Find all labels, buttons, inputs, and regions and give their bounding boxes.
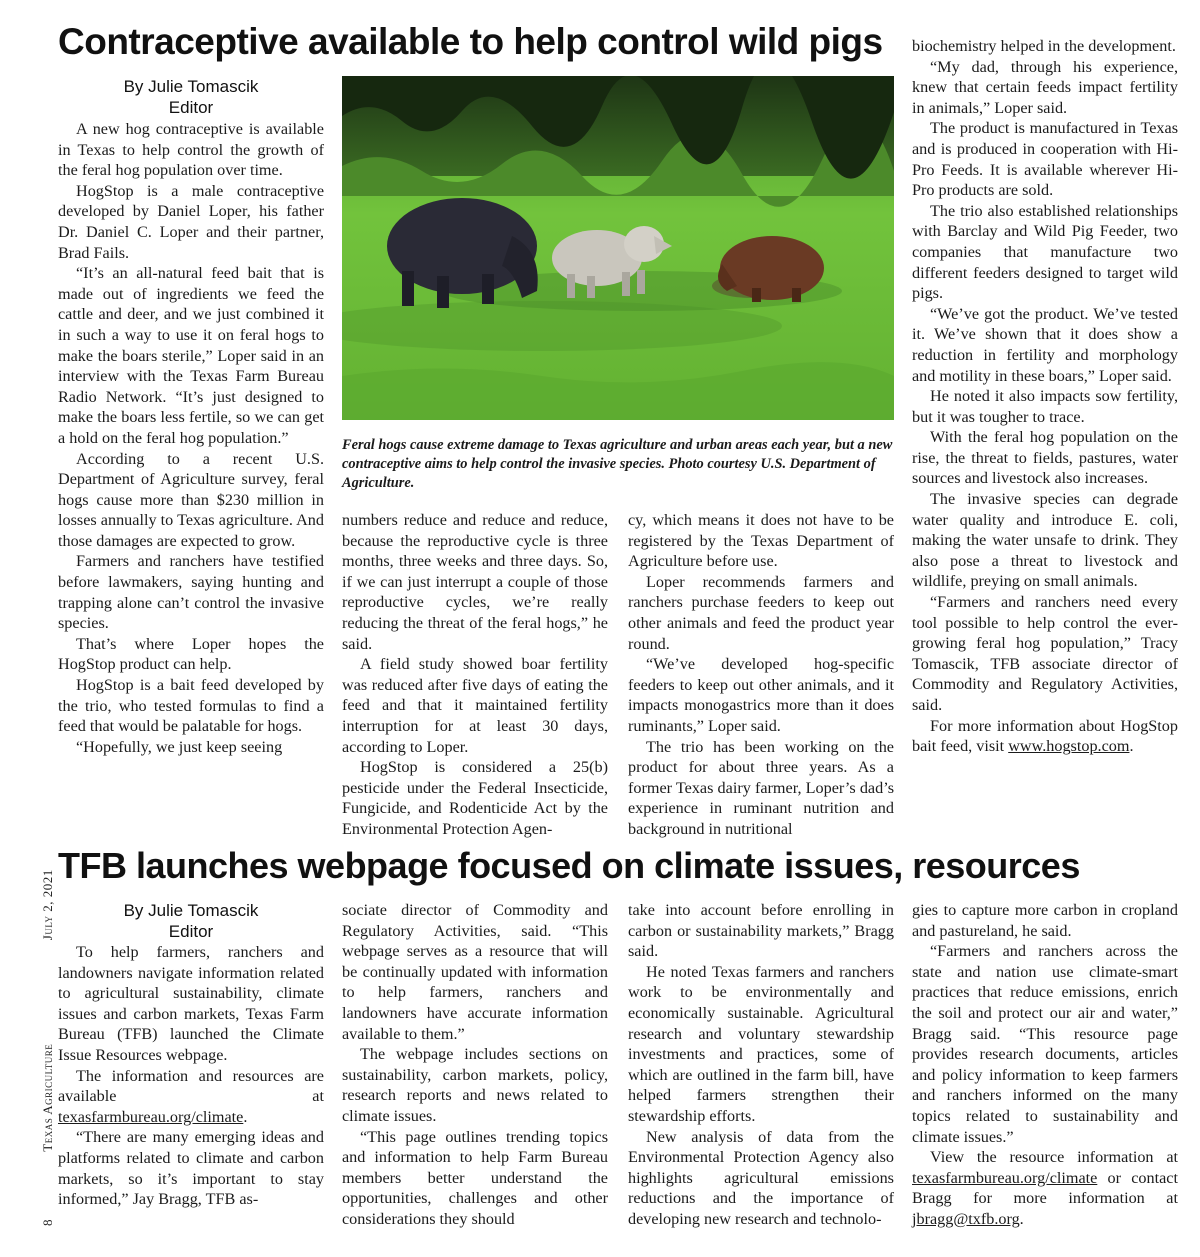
paragraph: “This page outlines trending topics and information to help Farm Bureau members better understand the opportunities, challenges and other considerations they should xyxy=(342,1127,608,1228)
article2-column-2 xyxy=(342,900,608,1230)
issue-date: July 2, 2021 xyxy=(40,869,55,941)
article2-paragraph: “There are many emerging ideas and platforms related to climate and carbon markets, so it’s important to stay informed,” Jay Bragg, TFB as- xyxy=(58,1128,324,1209)
article2-paragraph: The information and resources are available at texasfarmbureau.org/climate. xyxy=(58,1066,324,1126)
article1-closing-paragraph: For more information about HogStop bait feed, visit www.hogstop.com. xyxy=(912,716,1178,756)
paragraph: “My dad, through his experience, knew that certain feeds impact fertility in animals,” Loper said. xyxy=(912,57,1178,117)
article1-byline-title: Editor xyxy=(168,98,214,117)
article1-byline xyxy=(58,76,324,118)
paragraph: A new hog contraceptive is available in Texas to help control the growth of the feral hog population over time. xyxy=(58,120,324,180)
article1-column-2 xyxy=(342,510,608,840)
paragraph: Loper recommends farmers and ranchers purchase feeders to keep out other animals and feed the product year round. xyxy=(628,572,894,653)
paragraph: New analysis of data from the Environmental Protection Agency also highlights agricultural emissions reductions and the importance of developing new research and technolo- xyxy=(628,1127,894,1228)
hogstop-link[interactable]: www.hogstop.com xyxy=(1008,737,1130,756)
paragraph: HogStop is a bait feed developed by the trio, who tested formulas to find a feed that would be palatable for hogs. xyxy=(58,676,324,736)
paragraph: He noted Texas farmers and ranchers work to be environmentally and economically sustainable. Agricultural research and voluntary stewardship investments and practices, some of which are outlined in the farm bill, have helped farmers strengthen their stewardship efforts. xyxy=(628,962,894,1125)
paragraph: numbers reduce and reduce and reduce, because the reproductive cycle is three months, three weeks and three days. So, if we can just interrupt a couple of those reproductive cycles, we’re really reducing the threat of the feral hogs,” he said. xyxy=(342,511,608,653)
article1-headline: Contraceptive available to help control wild pigs xyxy=(58,21,883,62)
email-link[interactable]: jbragg@txfb.org xyxy=(912,1209,1020,1228)
paragraph: The trio also established relationships with Barclay and Wild Pig Feeder, two companies that manufacture two different feeders designed to target wild pigs. xyxy=(912,201,1178,303)
paragraph: That’s where Loper hopes the HogStop product can help. xyxy=(58,634,324,674)
paragraph: HogStop is a male contraceptive developed by Daniel Loper, his father Dr. Daniel C. Loper and their partner, Brad Fails. xyxy=(58,181,324,262)
paragraph: The invasive species can degrade water quality and introduce E. coli, making the water unsafe to drink. They also pose a threat to livestock and wildlife, preying on small animals. xyxy=(912,490,1178,591)
paragraph: The trio has been working on the product for about three years. As a former Texas dairy farmer, Loper’s dad’s experience in ruminant nutrition and background in nutritional xyxy=(628,737,894,838)
paragraph: He noted it also impacts sow fertility, but it was tougher to trace. xyxy=(912,387,1178,426)
paragraph: biochemistry helped in the development. xyxy=(912,37,1176,55)
page-number: 8 xyxy=(40,1219,55,1226)
article2-column-3 xyxy=(628,900,894,1230)
paragraph: HogStop is considered a 25(b) pesticide under the Federal Insecticide, Fungicide, and Rodenticide Act by the Environmental Protection Agen- xyxy=(342,758,608,838)
article2-paragraph: To help farmers, ranchers and landowners navigate information related to agricultural sustainability, climate issues and carbon markets, Texas Farm Bureau (TFB) launched the Climate Issue Resources webpage. xyxy=(58,943,324,1064)
paragraph: According to a recent U.S. Department of Agriculture survey, feral hogs cause more than $230 million in losses annually to Texas agriculture. And those damages are expected to grow. xyxy=(58,449,324,550)
paragraph: gies to capture more carbon in cropland and pastureland, he said. xyxy=(912,901,1178,940)
feral-hogs-photo xyxy=(342,76,894,420)
paragraph: take into account before enrolling in carbon or sustainability markets,” Bragg said. xyxy=(628,901,894,961)
photo-caption: Feral hogs cause extreme damage to Texas agriculture and urban areas each year, but a new contraceptive aims to help control the invasive species. Photo courtesy U.S. Department of Agriculture. xyxy=(342,437,893,491)
paragraph: cy, which means it does not have to be registered by the Texas Department of Agriculture before use. xyxy=(628,511,894,571)
article2-column-1 xyxy=(58,942,324,1210)
paragraph: Farmers and ranchers have testified before lawmakers, saying hunting and trapping alone can’t control the invasive species. xyxy=(58,552,324,633)
article2-byline xyxy=(58,900,324,942)
article1-column-4 xyxy=(912,36,1178,757)
article1-column-3 xyxy=(628,510,894,840)
article2-closing-paragraph: View the resource information at texasfarmbureau.org/climate or contact Bragg for more information at jbragg@txfb.org. xyxy=(912,1148,1178,1228)
page-sidebar xyxy=(40,869,56,1226)
paragraph: sociate director of Commodity and Regulatory Activities, said. “This webpage serves as a resource that will be continually updated with information to help farmers, ranchers and landowners have accurate information available to them.” xyxy=(342,901,608,1043)
article2-column-4 xyxy=(912,900,1178,1230)
paragraph: “Hopefully, we just keep seeing xyxy=(76,737,283,756)
paragraph: A field study showed boar fertility was reduced after five days of eating the feed and that it maintained fertility interruption for at least 30 days, according to Loper. xyxy=(342,655,608,756)
paragraph: “It’s an all-natural feed bait that is made out of ingredients we feed the cattle and deer, and we just combined it in such a way to use it on feral hogs to make the boars sterile,” Loper said in an interview with the Texas Farm Bureau Radio Network. “It’s just designed to make the boars less fertile, so we can get a hold on the feral hog population.” xyxy=(58,264,324,447)
publication-name: Texas Agriculture xyxy=(40,1043,55,1152)
paragraph: “Farmers and ranchers across the state and nation use climate-smart practices that reduce emissions, enrich the soil and protect our air and water,” Bragg said. “This resource page provides research documents, articles and policy information to keep farmers and ranchers informed on the many topics related to sustainability and climate issues.” xyxy=(912,942,1178,1146)
paragraph: “We’ve developed hog-specific feeders to keep out other animals, and it impacts monogastrics more than it does ruminants,” Loper said. xyxy=(628,655,894,735)
climate-link[interactable]: texasfarmbureau.org/climate xyxy=(58,1107,244,1126)
paragraph: “We’ve got the product. We’ve tested it. We’ve shown that it does show a reduction in fertility and morphology and motility in these boars,” Loper said. xyxy=(912,304,1178,385)
paragraph: The webpage includes sections on sustainability, carbon markets, policy, research reports and news related to climate issues. xyxy=(342,1045,608,1125)
article2-headline: TFB launches webpage focused on climate issues, resources xyxy=(58,845,1080,886)
article1-byline-name: By Julie Tomascik xyxy=(123,77,259,96)
article1-column-1 xyxy=(58,119,324,757)
article2-byline-name: By Julie Tomascik xyxy=(123,901,259,920)
article2-column-4-paragraphs xyxy=(912,900,1178,1147)
paragraph: “Farmers and ranchers need every tool possible to help control the ever-growing feral hog population,” Tracy Tomascik, TFB associate director of Commodity and Regulatory Activities, said. xyxy=(912,593,1178,714)
paragraph: With the feral hog population on the rise, the threat to fields, pastures, water sources and livestock also increases. xyxy=(912,428,1178,488)
article2-byline-title: Editor xyxy=(168,922,214,941)
article1-column-4-paragraphs xyxy=(912,36,1178,716)
climate-link-2[interactable]: texasfarmbureau.org/climate xyxy=(912,1168,1098,1187)
paragraph: The product is manufactured in Texas and is produced in cooperation with Hi-Pro Feeds. It is available wherever Hi-Pro products are sold. xyxy=(912,119,1178,200)
